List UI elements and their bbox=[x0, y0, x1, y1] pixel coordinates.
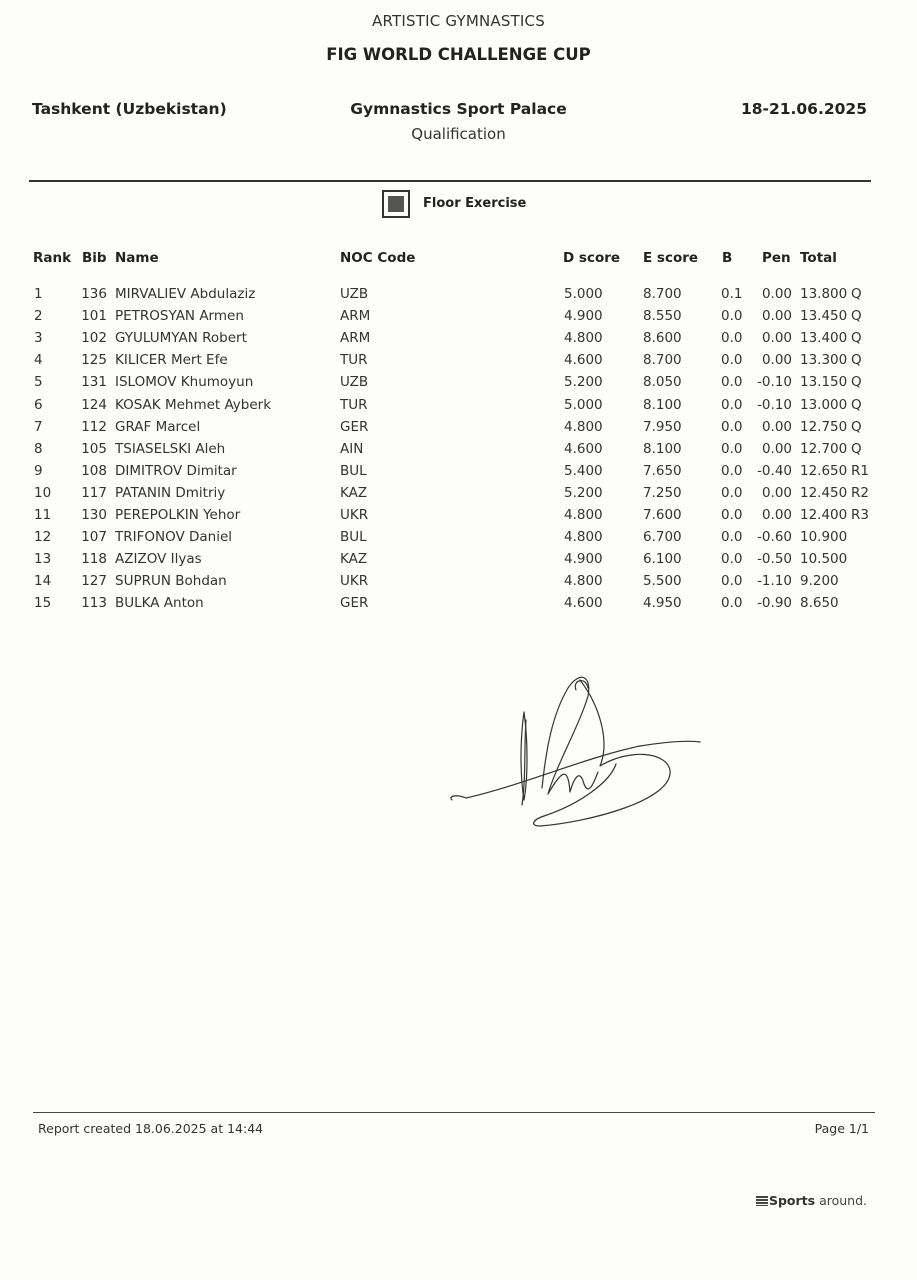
cell-bib: 108 bbox=[81, 462, 107, 479]
cell-qualification: Q bbox=[851, 440, 862, 457]
cell-noc: UKR bbox=[340, 573, 369, 590]
cell-noc: ARM bbox=[340, 330, 371, 347]
cell-e-score: 8.050 bbox=[643, 374, 682, 391]
sport-title: ARTISTIC GYMNASTICS bbox=[372, 12, 545, 30]
cell-rank: 13 bbox=[34, 551, 52, 568]
column-total: Total bbox=[800, 250, 837, 266]
cell-e-score: 5.500 bbox=[643, 573, 682, 590]
competition-phase: Qualification bbox=[411, 125, 506, 143]
cell-bib: 107 bbox=[81, 529, 107, 546]
page-number: Page 1/1 bbox=[814, 1121, 869, 1136]
event-title: FIG WORLD CHALLENGE CUP bbox=[326, 45, 591, 64]
cell-name: KOSAK Mehmet Ayberk bbox=[115, 396, 272, 413]
cell-bonus: 0.1 bbox=[721, 286, 743, 302]
cell-rank: 14 bbox=[34, 573, 52, 590]
cell-total: 12.750 bbox=[800, 418, 848, 435]
cell-bonus: 0.0 bbox=[721, 573, 743, 590]
cell-penalty: 0.00 bbox=[761, 352, 792, 369]
cell-penalty: -0.60 bbox=[757, 529, 792, 546]
brand-name-bold: Sports bbox=[768, 1193, 816, 1208]
column-bonus: B bbox=[722, 250, 733, 266]
cell-penalty: -0.50 bbox=[757, 551, 792, 568]
cell-rank: 4 bbox=[34, 352, 43, 369]
cell-name: TRIFONOV Daniel bbox=[115, 529, 233, 546]
cell-bib: 124 bbox=[81, 396, 107, 413]
cell-name: ISLOMOV Khumoyun bbox=[115, 374, 254, 391]
cell-e-score: 6.100 bbox=[643, 551, 682, 568]
cell-rank: 2 bbox=[34, 308, 43, 325]
cell-noc: GER bbox=[340, 595, 369, 612]
brand-name-rest: around. bbox=[815, 1193, 867, 1208]
cell-bonus: 0.0 bbox=[721, 352, 743, 369]
cell-penalty: 0.00 bbox=[761, 440, 792, 457]
cell-name: TSIASELSKI Aleh bbox=[115, 440, 226, 457]
cell-e-score: 8.550 bbox=[643, 308, 682, 325]
cell-noc: UKR bbox=[340, 507, 369, 523]
cell-total: 13.800 bbox=[800, 286, 848, 302]
cell-bib: 118 bbox=[81, 551, 107, 568]
cell-bonus: 0.0 bbox=[721, 529, 743, 546]
cell-qualification: Q bbox=[851, 418, 862, 435]
cell-noc: UZB bbox=[340, 286, 369, 302]
cell-name: SUPRUN Bohdan bbox=[115, 573, 227, 590]
cell-qualification: R3 bbox=[851, 507, 869, 523]
footer-divider bbox=[33, 1112, 875, 1113]
cell-rank: 7 bbox=[34, 418, 43, 435]
cell-bib: 113 bbox=[81, 595, 107, 612]
cell-penalty: -1.10 bbox=[757, 573, 792, 590]
column-name: Name bbox=[115, 250, 159, 266]
cell-bonus: 0.0 bbox=[721, 551, 743, 568]
cell-noc: BUL bbox=[340, 462, 367, 479]
cell-e-score: 8.600 bbox=[643, 330, 682, 347]
cell-qualification: Q bbox=[851, 286, 862, 302]
cell-qualification: Q bbox=[851, 396, 862, 413]
cell-e-score: 7.250 bbox=[643, 484, 682, 501]
column-bib: Bib bbox=[82, 250, 107, 266]
cell-rank: 9 bbox=[34, 462, 43, 479]
cell-bib: 102 bbox=[81, 330, 107, 347]
cell-rank: 15 bbox=[34, 595, 52, 612]
cell-penalty: -0.10 bbox=[757, 374, 792, 391]
header-divider bbox=[29, 180, 871, 182]
city-location: Tashkent (Uzbekistan) bbox=[32, 100, 227, 118]
cell-noc: TUR bbox=[340, 396, 368, 413]
cell-bib: 125 bbox=[81, 352, 107, 369]
cell-d-score: 4.800 bbox=[564, 418, 603, 435]
cell-penalty: 0.00 bbox=[761, 507, 792, 523]
cell-e-score: 7.950 bbox=[643, 418, 682, 435]
cell-bonus: 0.0 bbox=[721, 484, 743, 501]
cell-noc: TUR bbox=[340, 352, 368, 369]
cell-penalty: -0.90 bbox=[757, 595, 792, 612]
cell-name: PEREPOLKIN Yehor bbox=[115, 507, 241, 523]
cell-name: PATANIN Dmitriy bbox=[115, 484, 226, 501]
cell-total: 9.200 bbox=[800, 573, 839, 590]
cell-name: KILICER Mert Efe bbox=[115, 352, 228, 369]
cell-d-score: 4.800 bbox=[564, 573, 603, 590]
cell-d-score: 4.900 bbox=[564, 551, 603, 568]
cell-d-score: 4.600 bbox=[564, 352, 603, 369]
cell-rank: 5 bbox=[34, 374, 43, 391]
floor-exercise-icon bbox=[382, 190, 410, 218]
cell-bib: 117 bbox=[81, 484, 107, 501]
apparatus-name: Floor Exercise bbox=[423, 196, 527, 211]
cell-d-score: 4.800 bbox=[564, 330, 603, 347]
cell-qualification: R1 bbox=[851, 462, 869, 479]
cell-e-score: 8.100 bbox=[643, 396, 682, 413]
cell-bib: 127 bbox=[81, 573, 107, 590]
brand-mark-icon bbox=[756, 1196, 768, 1206]
cell-total: 12.650 bbox=[800, 462, 848, 479]
cell-noc: BUL bbox=[340, 529, 367, 546]
cell-rank: 3 bbox=[34, 330, 43, 347]
cell-name: BULKA Anton bbox=[115, 595, 204, 612]
column-rank: Rank bbox=[33, 250, 72, 266]
venue-name: Gymnastics Sport Palace bbox=[350, 100, 567, 118]
cell-penalty: -0.40 bbox=[757, 462, 792, 479]
cell-rank: 6 bbox=[34, 396, 43, 413]
cell-name: PETROSYAN Armen bbox=[115, 308, 244, 325]
cell-name: MIRVALIEV Abdulaziz bbox=[115, 286, 256, 302]
cell-qualification: Q bbox=[851, 330, 862, 347]
cell-name: GRAF Marcel bbox=[115, 418, 201, 435]
cell-bonus: 0.0 bbox=[721, 308, 743, 325]
signature-icon bbox=[440, 660, 710, 840]
column-penalty: Pen bbox=[762, 250, 791, 266]
cell-rank: 12 bbox=[34, 529, 52, 546]
cell-bonus: 0.0 bbox=[721, 330, 743, 347]
cell-penalty: 0.00 bbox=[761, 418, 792, 435]
cell-bonus: 0.0 bbox=[721, 418, 743, 435]
cell-rank: 10 bbox=[34, 484, 52, 501]
cell-e-score: 8.700 bbox=[643, 352, 682, 369]
cell-total: 13.000 bbox=[800, 396, 848, 413]
cell-total: 13.400 bbox=[800, 330, 848, 347]
cell-noc: UZB bbox=[340, 374, 369, 391]
cell-d-score: 5.000 bbox=[564, 396, 603, 413]
cell-total: 10.900 bbox=[800, 529, 848, 546]
column-noc: NOC Code bbox=[340, 250, 416, 266]
cell-e-score: 6.700 bbox=[643, 529, 682, 546]
cell-e-score: 7.650 bbox=[643, 462, 682, 479]
cell-d-score: 4.800 bbox=[564, 529, 603, 546]
cell-bonus: 0.0 bbox=[721, 507, 743, 523]
cell-bib: 112 bbox=[81, 418, 107, 435]
event-dates: 18-21.06.2025 bbox=[740, 100, 867, 118]
cell-total: 13.300 bbox=[800, 352, 848, 369]
cell-total: 12.450 bbox=[800, 484, 848, 501]
cell-d-score: 4.600 bbox=[564, 595, 603, 612]
cell-rank: 8 bbox=[34, 440, 43, 457]
cell-penalty: 0.00 bbox=[761, 330, 792, 347]
cell-d-score: 5.000 bbox=[564, 286, 603, 302]
cell-qualification: R2 bbox=[851, 484, 869, 501]
cell-total: 12.400 bbox=[800, 507, 848, 523]
cell-bonus: 0.0 bbox=[721, 462, 743, 479]
cell-qualification: Q bbox=[851, 308, 862, 325]
cell-bib: 130 bbox=[81, 507, 107, 523]
cell-rank: 1 bbox=[34, 286, 43, 302]
cell-bib: 105 bbox=[81, 440, 107, 457]
cell-bonus: 0.0 bbox=[721, 374, 743, 391]
cell-penalty: 0.00 bbox=[761, 484, 792, 501]
cell-noc: KAZ bbox=[340, 551, 368, 568]
cell-noc: ARM bbox=[340, 308, 371, 325]
cell-noc: AIN bbox=[340, 440, 364, 457]
column-d-score: D score bbox=[563, 250, 621, 266]
cell-bib: 136 bbox=[81, 286, 107, 302]
cell-e-score: 8.700 bbox=[643, 286, 682, 302]
cell-bonus: 0.0 bbox=[721, 440, 743, 457]
cell-penalty: -0.10 bbox=[757, 396, 792, 413]
cell-noc: GER bbox=[340, 418, 369, 435]
cell-bib: 131 bbox=[81, 374, 107, 391]
cell-d-score: 4.900 bbox=[564, 308, 603, 325]
brand-logo bbox=[756, 1193, 867, 1208]
cell-bonus: 0.0 bbox=[721, 595, 743, 612]
cell-e-score: 8.100 bbox=[643, 440, 682, 457]
cell-d-score: 4.800 bbox=[564, 507, 603, 523]
cell-bib: 101 bbox=[81, 308, 107, 325]
cell-bonus: 0.0 bbox=[721, 396, 743, 413]
column-e-score: E score bbox=[643, 250, 699, 266]
cell-name: AZIZOV Ilyas bbox=[115, 551, 202, 568]
cell-e-score: 7.600 bbox=[643, 507, 682, 523]
cell-d-score: 5.200 bbox=[564, 484, 603, 501]
cell-total: 8.650 bbox=[800, 595, 839, 612]
cell-rank: 11 bbox=[34, 507, 52, 523]
cell-name: DIMITROV Dimitar bbox=[115, 462, 237, 479]
cell-noc: KAZ bbox=[340, 484, 368, 501]
cell-e-score: 4.950 bbox=[643, 595, 682, 612]
cell-name: GYULUMYAN Robert bbox=[115, 330, 247, 347]
report-timestamp: Report created 18.06.2025 at 14:44 bbox=[38, 1121, 264, 1136]
cell-qualification: Q bbox=[851, 352, 862, 369]
cell-qualification: Q bbox=[851, 374, 862, 391]
cell-d-score: 5.400 bbox=[564, 462, 603, 479]
cell-d-score: 4.600 bbox=[564, 440, 603, 457]
cell-penalty: 0.00 bbox=[761, 286, 792, 302]
cell-total: 13.150 bbox=[800, 374, 848, 391]
cell-total: 13.450 bbox=[800, 308, 848, 325]
cell-total: 12.700 bbox=[800, 440, 848, 457]
cell-penalty: 0.00 bbox=[761, 308, 792, 325]
cell-d-score: 5.200 bbox=[564, 374, 603, 391]
cell-total: 10.500 bbox=[800, 551, 848, 568]
